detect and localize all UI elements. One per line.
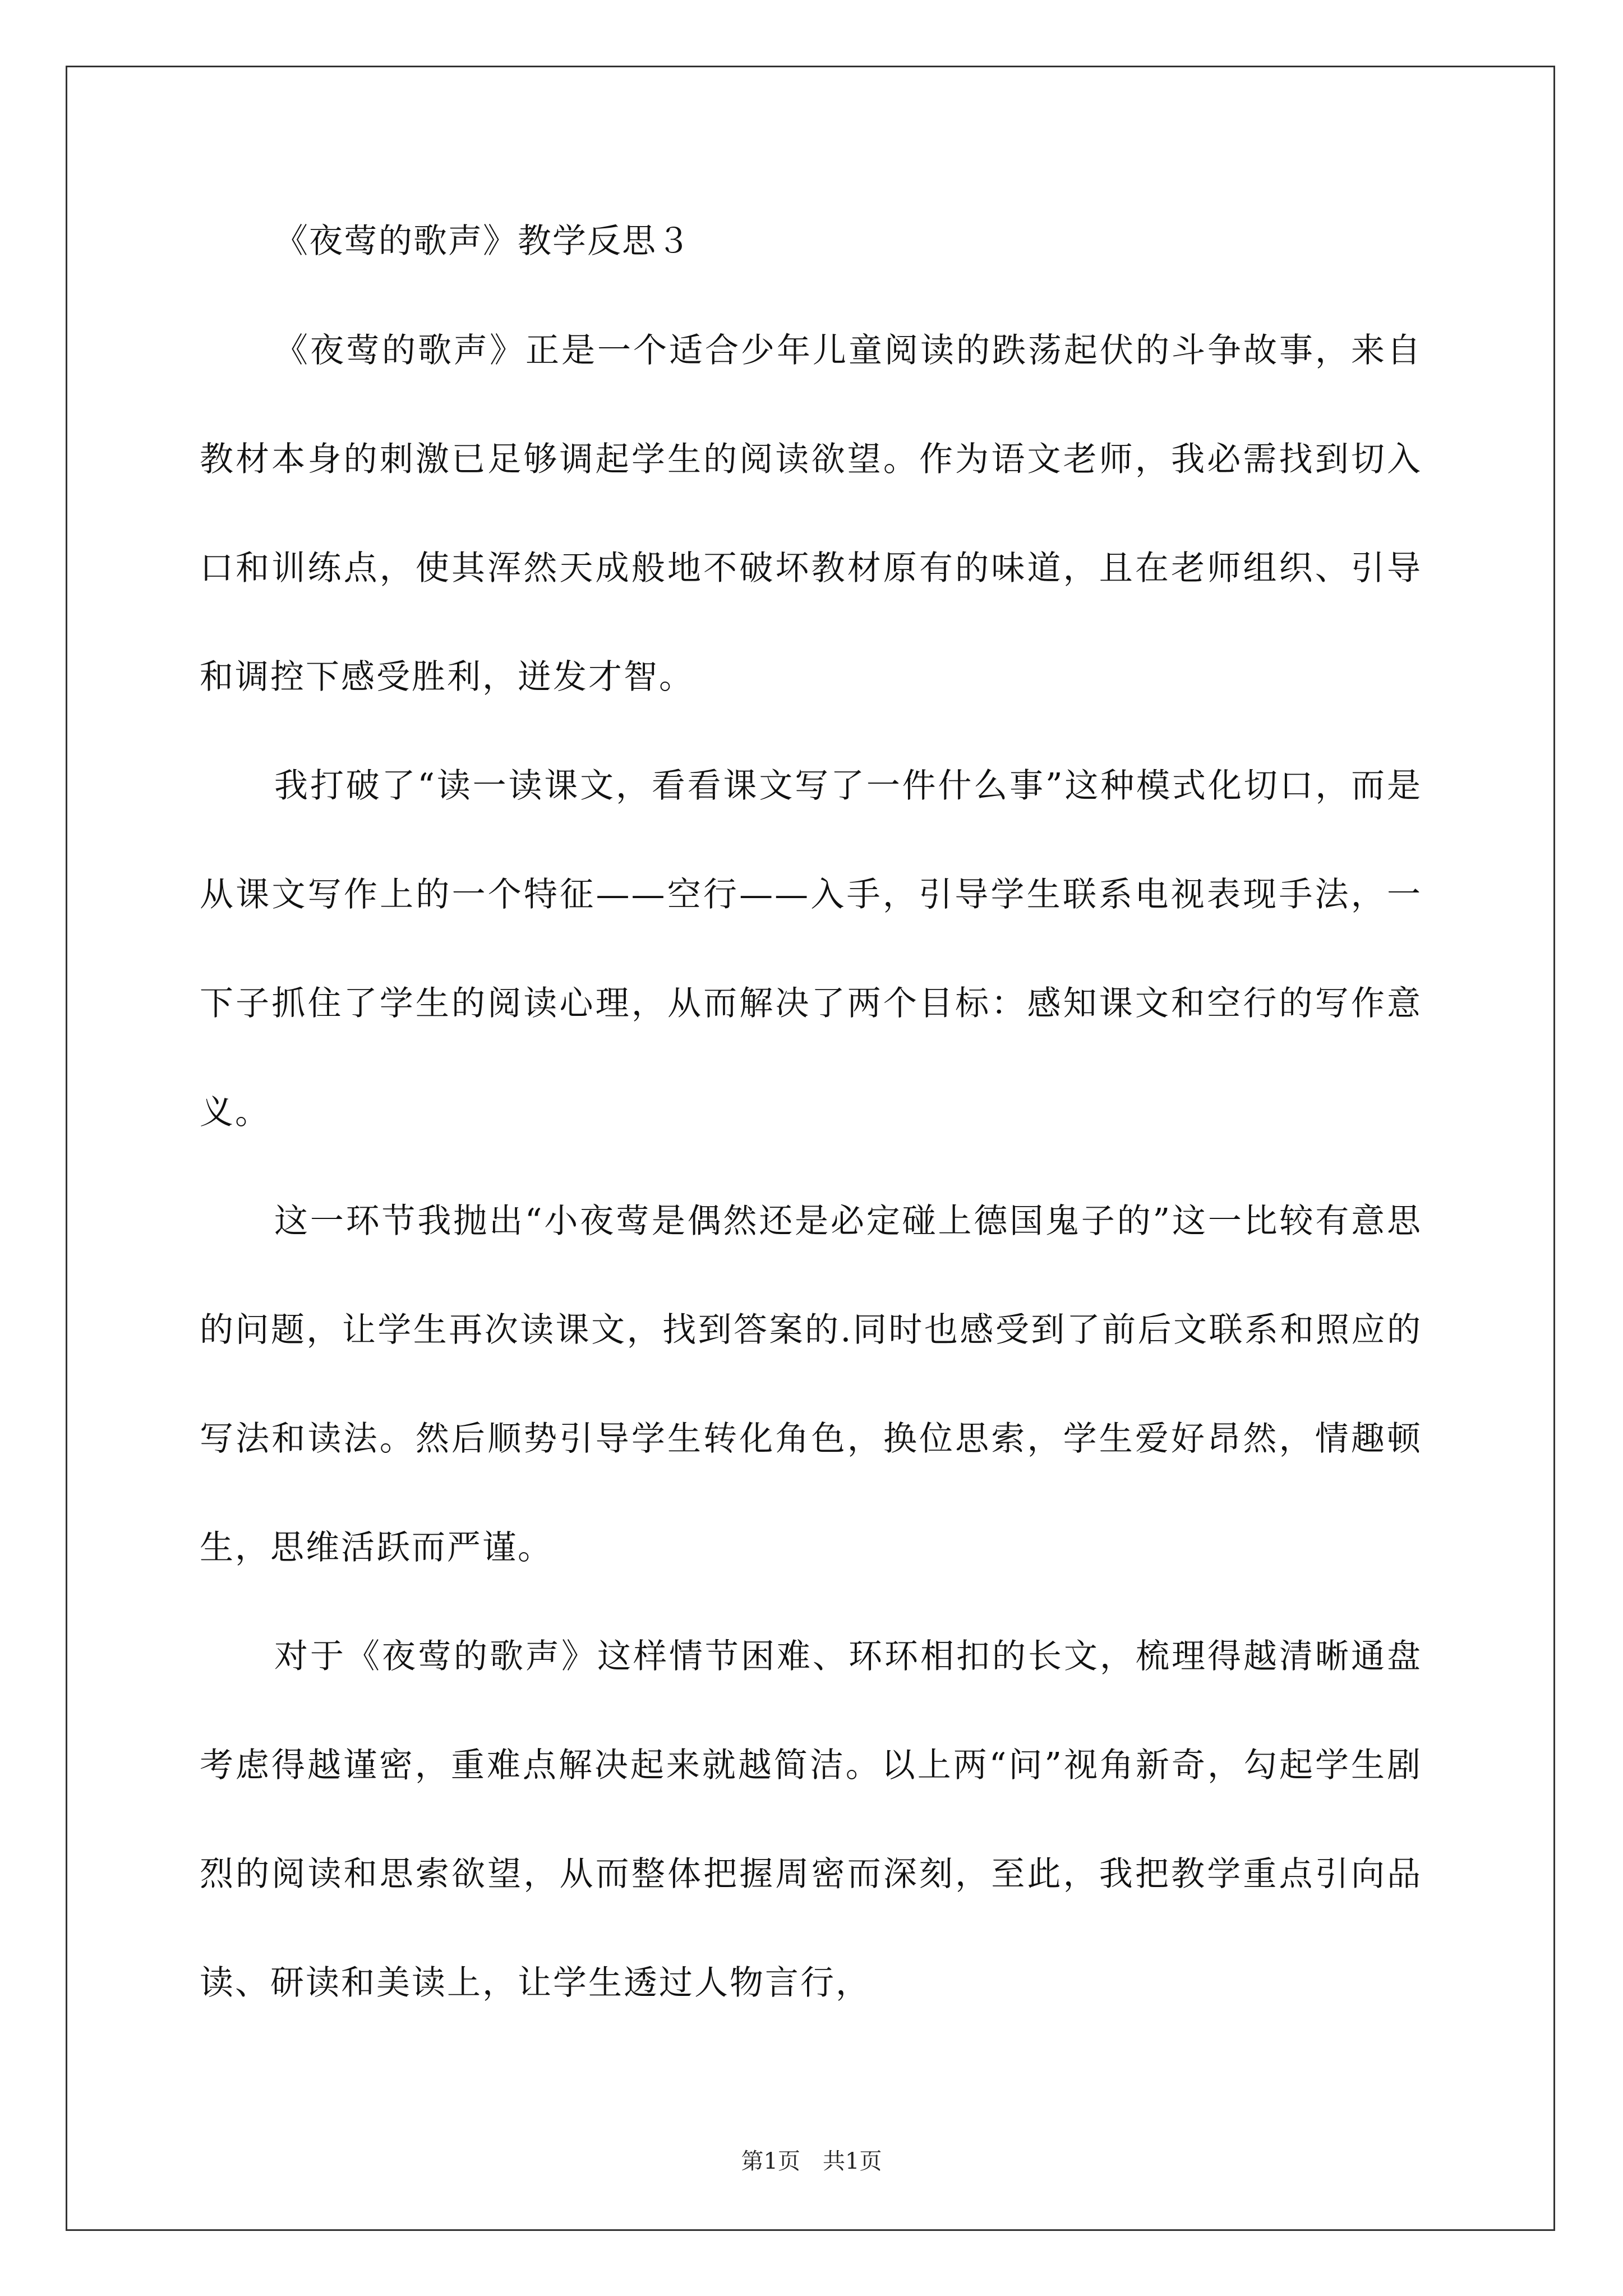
paragraph-list: [200, 296, 1422, 2037]
document-title: 《夜莺的歌声》教学反思３: [274, 222, 691, 261]
paragraph: 我打破了“读一读课文，看看课文写了一件什么事”这种模式化切口，而是从课文写作上的一个特征——空行——入手，引导学生联系电视表现手法，一下子抓住了学生的阅读心理，从而解决了两个目标：感知课文和空行的写作意义。: [200, 766, 1422, 1132]
paragraph: 《夜莺的歌声》正是一个适合少年儿童阅读的跌荡起伏的斗争故事，来自教材本身的刺激已足够调起学生的阅读欲望。作为语文老师，我必需找到切入口和训练点，使其浑然天成般地不破坏教材原有的味道，且在老师组织、引导和调控下感受胜利，迸发才智。: [200, 331, 1422, 697]
page-footer: 第1页 共1页: [741, 2148, 882, 2174]
paragraph: 这一环节我抛出“小夜莺是偶然还是必定碰上德国鬼子的”这一比较有意思的问题，让学生再次读课文，找到答案的.同时也感受到了前后文联系和照应的写法和读法。然后顺势引导学生转化角色，换位思索，学生爱好昂然，情趣顿生，思维活跃而严谨。: [200, 1202, 1422, 1567]
paragraph: 对于《夜莺的歌声》这样情节困难、环环相扣的长文，梳理得越清晰通盘考虑得越谨密，重难点解决起来就越简洁。以上两“问”视角新奇，勾起学生剧烈的阅读和思索欲望，从而整体把握周密而深刻，至此，我把教学重点引向品读、研读和美读上，让学生透过人物言行，: [200, 1637, 1422, 2003]
document-body: [200, 213, 1422, 2037]
